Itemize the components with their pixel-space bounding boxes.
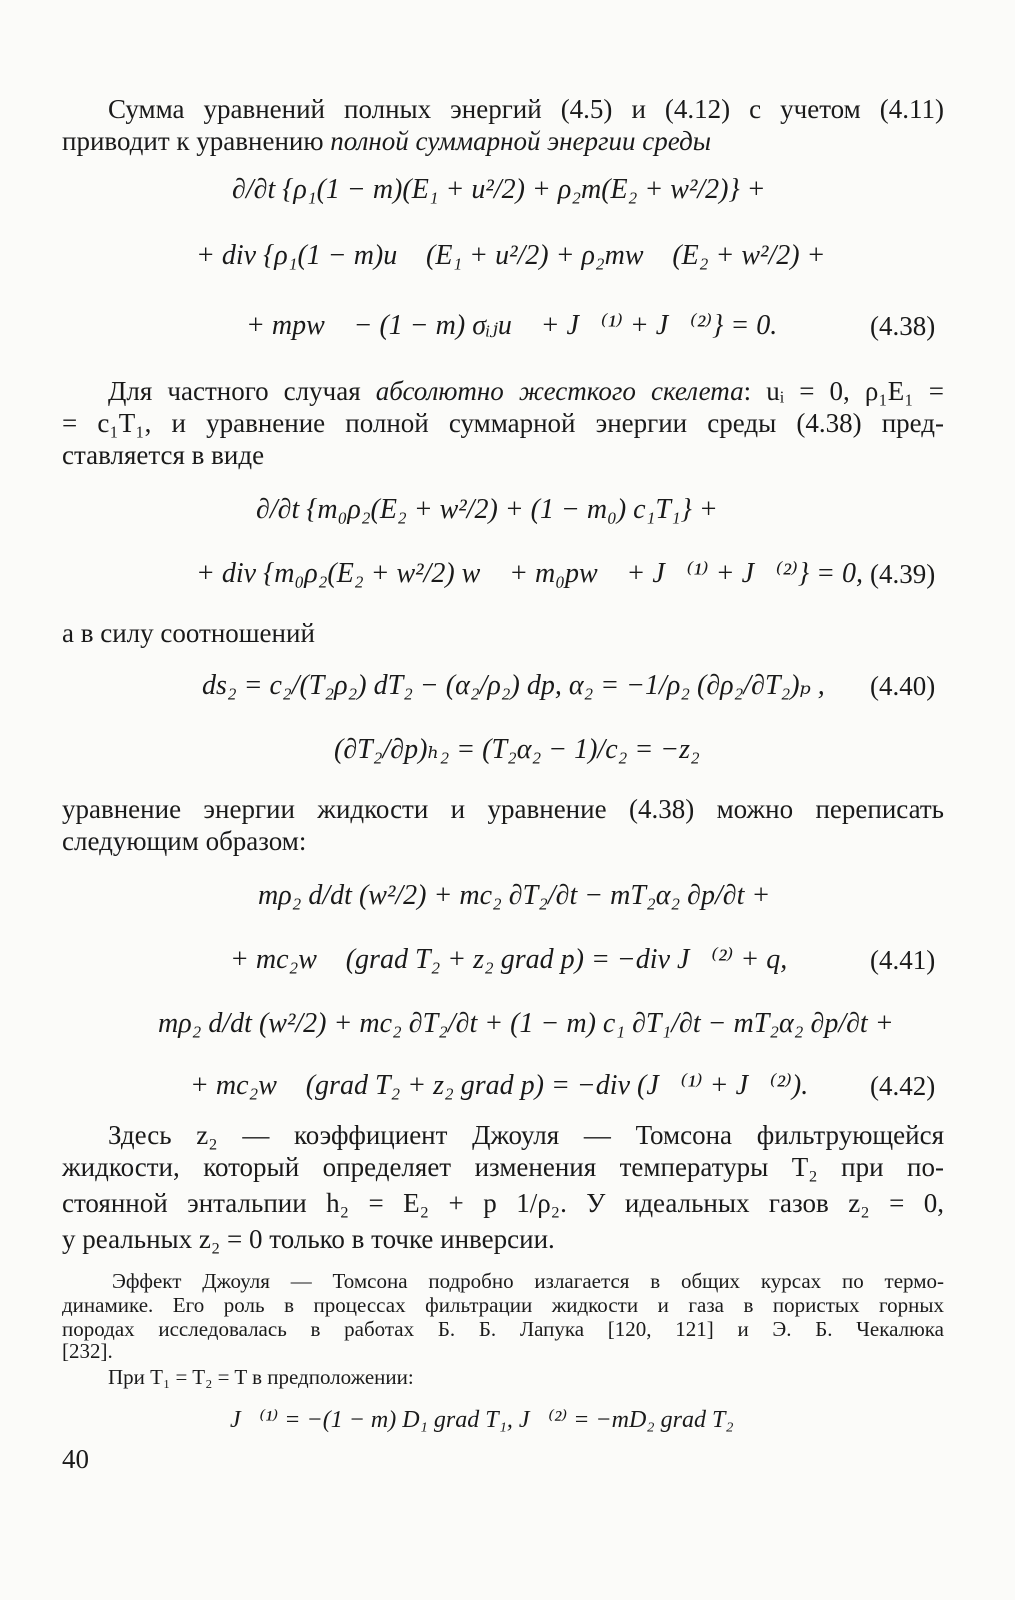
emphasized-term: абсолютно жесткого скелета: [375, 376, 744, 406]
text-run: приводит к уравнению: [62, 126, 331, 156]
equation-4-38-line-1: ∂/∂t {ρ₁(1 − m)(E₁ + u²/2) + ρ₂m(E₂ + w²/2)} +: [232, 174, 766, 205]
page-number: 40: [62, 1444, 89, 1474]
note-line: породах исследовалась в работах Б. Б. Лапука [120, 121] и Э. Б. Чекалюка: [62, 1317, 944, 1341]
paragraph-line: а в силу соотношений: [62, 618, 315, 648]
paragraph-line: [62, 124, 711, 158]
note-line: [232].: [62, 1339, 113, 1363]
note-formula: J⃗⁽¹⁾ = −(1 − m) D₁ grad T₁, J⃗⁽²⁾ = −mD₂ grad T₂: [230, 1407, 734, 1433]
paragraph-line: уравнение энергии жидкости и уравнение (4.38) можно переписать: [62, 794, 944, 824]
paragraph-line: Сумма уравнений полных энергий (4.5) и (4.12) с учетом (4.11): [108, 94, 944, 124]
note-line: динамике. Его роль в процессах фильтрации жидкости и газа в пористых горных: [62, 1293, 944, 1317]
note-line: Эффект Джоуля — Томсона подробно излагается в общих курсах по термо-: [112, 1269, 944, 1293]
equation-number: (4.39): [870, 559, 936, 589]
text-run: : uᵢ = 0, ρ₁E₁ =: [743, 376, 944, 406]
equation-4-41-line-2: + mc₂w⃗ (grad T₂ + z₂ grad p) = −div J⃗⁽²⁾ + q,: [230, 944, 788, 975]
paragraph-line: стоянной энтальпии h₂ = E₂ + p 1/ρ₂. У идеальных газов z₂ = 0,: [62, 1188, 944, 1218]
emphasized-term: полной суммарной энергии среды: [330, 126, 712, 156]
note-line: При T₁ = T₂ = T в предположении:: [108, 1365, 414, 1389]
equation-number: (4.41): [870, 945, 936, 975]
equation-number: (4.40): [870, 671, 936, 701]
paragraph-line: жидкости, который определяет изменения температуры T₂ при по-: [62, 1152, 944, 1182]
equation-number: (4.38): [870, 311, 936, 341]
equation-4-38-line-3: + mpw⃗ − (1 − m) σᵢⱼu⃗ + J⃗⁽¹⁾ + J⃗⁽²⁾} = 0.: [246, 310, 778, 341]
equation-4-40-line-1: ds₂ = c₂/(T₂ρ₂) dT₂ − (α₂/ρ₂) dp, α₂ = −1/ρ₂ (∂ρ₂/∂T₂)ₚ ,: [202, 670, 825, 701]
equation-4-42-line-1: mρ₂ d/dt (w²/2) + mc₂ ∂T₂/∂t + (1 − m) c₁ ∂T₁/∂t − mT₂α₂ ∂p/∂t +: [158, 1008, 894, 1039]
paragraph-line: = c₁T₁, и уравнение полной суммарной энергии среды (4.38) пред-: [62, 408, 944, 438]
equation-4-42-line-2: + mc₂w⃗ (grad T₂ + z₂ grad p) = −div (J⃗⁽¹⁾ + J⃗⁽²⁾).: [190, 1070, 809, 1101]
paragraph-line: [108, 374, 944, 408]
equation-4-41-line-1: mρ₂ d/dt (w²/2) + mc₂ ∂T₂/∂t − mT₂α₂ ∂p/∂t +: [258, 880, 771, 911]
equation-number: (4.42): [870, 1071, 936, 1101]
equation-4-39-line-2: + div {m₀ρ₂(E₂ + w²/2) w⃗ + m₀pw⃗ + J⃗⁽¹⁾ + J⃗⁽²⁾} = 0,: [196, 558, 864, 589]
paragraph-line: следующим образом:: [62, 826, 307, 856]
text-run: Для частного случая: [108, 376, 376, 406]
equation-4-39-line-1: ∂/∂t {m₀ρ₂(E₂ + w²/2) + (1 − m₀) c₁T₁} +: [256, 494, 718, 525]
paragraph-line: у реальных z₂ = 0 только в точке инверсии.: [62, 1224, 555, 1254]
equation-4-40-line-2: (∂T₂/∂p)ₕ₂ = (T₂α₂ − 1)/c₂ = −z₂: [334, 734, 700, 765]
paragraph-line: Здесь z₂ — коэффициент Джоуля — Томсона фильтрующейся: [108, 1120, 944, 1150]
equation-4-38-line-2: + div {ρ₁(1 − m)u⃗ (E₁ + u²/2) + ρ₂mw⃗ (E₂ + w²/2) +: [196, 240, 826, 271]
paragraph-line: ставляется в виде: [62, 440, 265, 470]
